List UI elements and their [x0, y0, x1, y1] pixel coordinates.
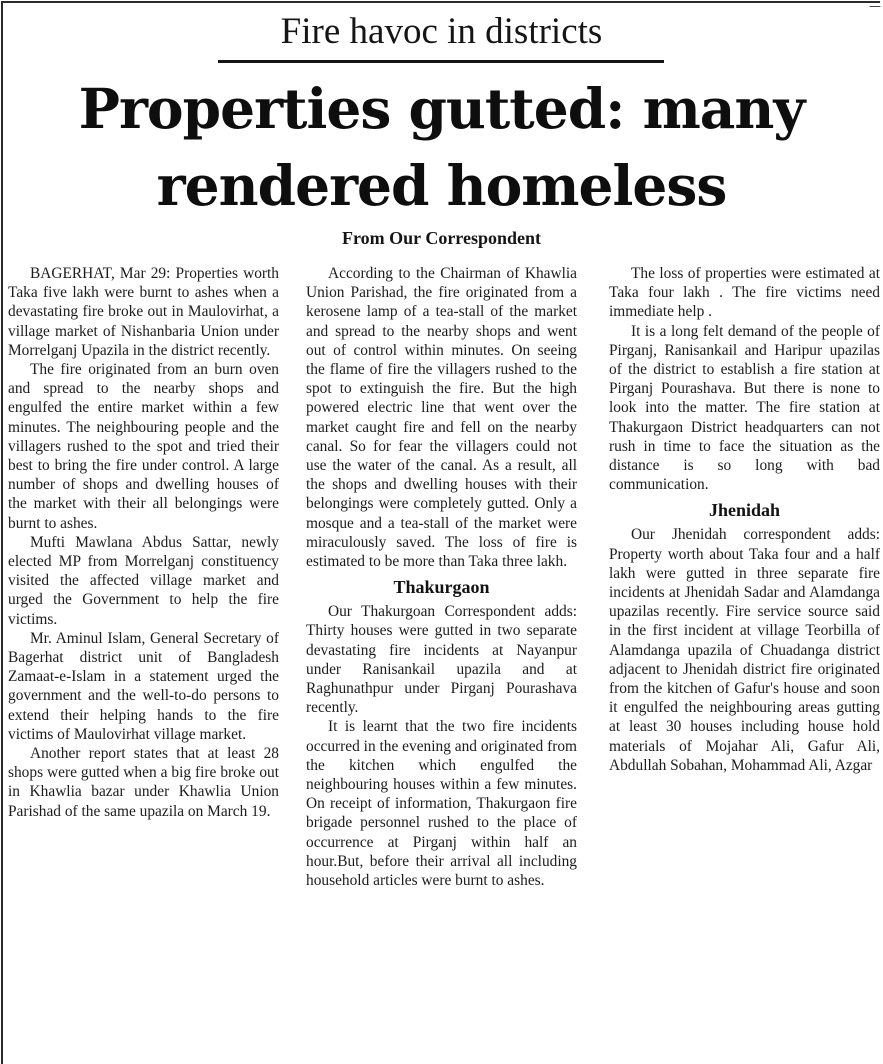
- paragraph-9: The loss of properties were estimated at Taka four lakh . The fire victims need immediate help .: [609, 265, 880, 321]
- paragraph-3: Mufti Mawlana Abdus Sattar, newly elected MP from Morrelganj constituency visited the affected village market and urged the Government to help the fire victims.: [8, 533, 279, 628]
- kicker-underline: [218, 60, 664, 63]
- paragraph-5: Another report states that at least 28 shops were gutted when a big fire broke out in Khawlia bazar under Khawlia Union Parishad of the same upazila on March 19.: [8, 745, 279, 820]
- paragraph-1: BAGERHAT, Mar 29: Properties worth Taka five lakh were burnt to ashes when a devastating fire broke out in Maulovirhat, a village market of Nishanbaria Union under Morrelganj Upazila in the district recently.: [8, 265, 279, 359]
- column-3: [609, 264, 880, 1064]
- paragraph-4: Mr. Aminul Islam, General Secretary of Bagerhat district unit of Bangladesh Zamaat-e-Islam in a statement urged the government and the well-to-do persons to extend their helping hands to the fire victims of Maulovirhat village market.: [8, 629, 279, 743]
- column-2: [306, 264, 577, 1064]
- clipping-corner-mark: —: [869, 0, 881, 13]
- clipping-top-rule: [2, 1, 880, 3]
- paragraph-10: It is a long felt demand of the people of Pirganj, Ranisankail and Haripur upazilas of the district to establish a fire station at Pirganj Pourashava. But there is none to look into the matter. The fire station at Thakurgaon District headquarters can not rush in time to face the situation as the distance is so long with bad communication.: [609, 322, 880, 494]
- headline-line-1: Properties gutted: many: [78, 76, 805, 141]
- paragraph-2: The fire originated from an burn oven and spread to the nearby shops and engulfed the entire market within a few minutes. The neighbouring people and the villagers rushed to the spot and tried their best to bring the fire under control. A large number of shops and dwelling houses of the market with their all belongings were burnt to ashes.: [8, 361, 279, 532]
- paragraph-11: Our Jhenidah correspondent adds: Property worth about Taka four and a half lakh were gutted in three separate fire incidents at Jhenidah Sadar and Alamdanga upazilas recently. Fire service source said in the first incident at village Teorbilla of Alamdanga upazila of Chuadanga district adjacent to Jhenidah district fire originated from the kitchen of Gafur's house and soon it engulfed the neighbouring areas gutting at least 30 houses including house hold materials of Mojahar Ali, Gafur Ali, Abdullah Sobahan, Mohammad Ali, Azgar: [609, 526, 880, 774]
- subhead-thakurgaon: Thakurgaon: [393, 577, 490, 598]
- headline: [0, 70, 883, 224]
- subhead-jhenidah: Jhenidah: [708, 500, 781, 521]
- paragraph-7: Our Thakurgoan Correspondent adds: Thirty houses were gutted in two separate devastating fire incidents at Nayanpur under Ranisankail upazila and at Raghunathpur under Pirganj Pourashava recently.: [306, 603, 577, 717]
- paragraph-8: It is learnt that the two fire incidents occurred in the evening and originated from the kitchen which engulfed the neighbouring houses within a few minutes. On receipt of information, Thakurgaon fire brigade personnel rushed to the place of occurrence at Pirganj within half an hour.But, before their arrival all including household articles were burnt to ashes.: [306, 718, 577, 890]
- column-1: [8, 264, 279, 1064]
- section-kicker: Fire havoc in districts: [280, 11, 603, 52]
- byline: From Our Correspondent: [341, 228, 541, 248]
- paragraph-6: According to the Chairman of Khawlia Union Parishad, the fire originated from a kerosene lamp of a tea-stall of the market and spread to the nearby shops and went out of control within minutes. On seeing the flame of fire the villagers rushed to the spot to extinguish the fire. But the high powered electric line that went over the market caught fire and fell on the nearby canal. So for fear the villagers could not use the water of the canal. As a result, all the shops and dwelling houses with their belongings were completely gutted. Only a mosque and a tea-stall of the market were miraculously saved. The loss of fire is estimated to be more than Taka three lakh.: [306, 265, 577, 571]
- headline-line-2: rendered homeless: [156, 153, 727, 218]
